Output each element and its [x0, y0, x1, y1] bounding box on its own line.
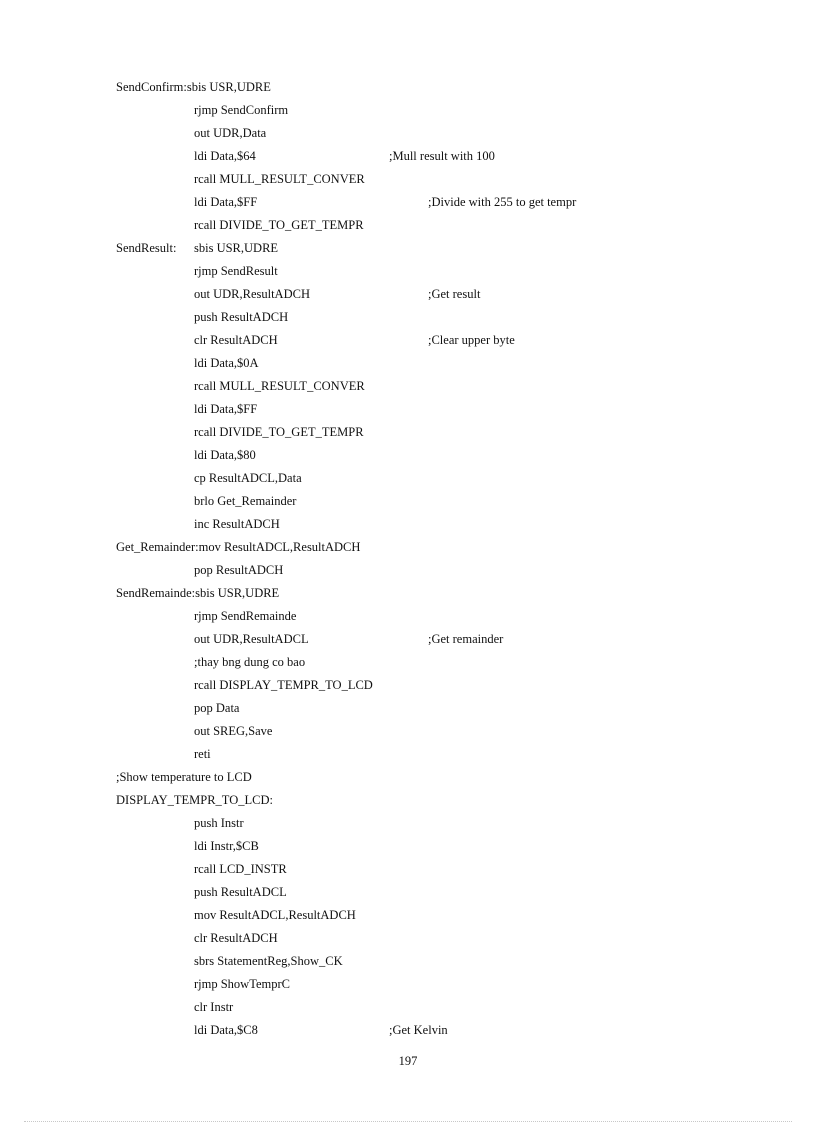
code-instruction: clr ResultADCH [194, 333, 278, 347]
code-label: Get_Remainder:mov ResultADCL,ResultADCH [116, 540, 361, 554]
code-instruction: ldi Data,$80 [194, 448, 256, 462]
code-line [0, 260, 816, 283]
code-instruction: reti [194, 747, 211, 761]
code-line [0, 145, 816, 168]
code-line [0, 950, 816, 973]
code-instruction: ldi Data,$FF [194, 195, 258, 209]
code-instruction: sbis USR,UDRE [194, 241, 279, 255]
code-line [0, 789, 816, 812]
code-instruction: ldi Instr,$CB [194, 839, 259, 853]
code-line [0, 1019, 816, 1042]
code-instruction: rcall DIVIDE_TO_GET_TEMPR [194, 218, 364, 232]
code-line [0, 329, 816, 352]
code-line [0, 352, 816, 375]
code-instruction: ldi Data,$0A [194, 356, 259, 370]
code-line [0, 674, 816, 697]
code-comment: ;Get Kelvin [389, 1023, 448, 1037]
code-label: SendRemainde:sbis USR,UDRE [116, 586, 280, 600]
code-instruction: rcall DISPLAY_TEMPR_TO_LCD [194, 678, 373, 692]
code-line [0, 927, 816, 950]
code-line [0, 835, 816, 858]
code-line [0, 881, 816, 904]
code-instruction: rjmp SendConfirm [194, 103, 289, 117]
code-line [0, 628, 816, 651]
page-number: 197 [398, 1054, 418, 1068]
code-instruction: inc ResultADCH [194, 517, 280, 531]
code-instruction: brlo Get_Remainder [194, 494, 297, 508]
code-instruction: rcall MULL_RESULT_CONVER [194, 172, 365, 186]
code-line [0, 697, 816, 720]
code-line [0, 536, 816, 559]
code-line [0, 582, 816, 605]
code-instruction: ldi Data,$64 [194, 149, 256, 163]
code-line [0, 283, 816, 306]
code-instruction: rjmp SendRemainde [194, 609, 297, 623]
code-line [0, 812, 816, 835]
code-line [0, 375, 816, 398]
code-comment: ;Mull result with 100 [389, 149, 495, 163]
code-line [0, 398, 816, 421]
code-line [0, 444, 816, 467]
code-line [0, 720, 816, 743]
code-line [0, 490, 816, 513]
code-instruction: cp ResultADCL,Data [194, 471, 302, 485]
code-comment: ;Divide with 255 to get tempr [428, 195, 577, 209]
code-line [0, 467, 816, 490]
code-instruction: rcall LCD_INSTR [194, 862, 287, 876]
code-line [0, 513, 816, 536]
code-line [0, 306, 816, 329]
code-line [0, 973, 816, 996]
code-line [0, 996, 816, 1019]
code-instruction: rcall MULL_RESULT_CONVER [194, 379, 365, 393]
code-line [0, 168, 816, 191]
code-comment: ;Get result [428, 287, 481, 301]
code-instruction: sbrs StatementReg,Show_CK [194, 954, 343, 968]
code-instruction: rjmp SendResult [194, 264, 278, 278]
code-comment: ;Clear upper byte [428, 333, 515, 347]
code-line [0, 76, 816, 99]
code-instruction: ldi Data,$C8 [194, 1023, 258, 1037]
code-line [0, 421, 816, 444]
code-label: SendResult: [116, 241, 177, 255]
code-instruction: out UDR,ResultADCL [194, 632, 309, 646]
code-line [0, 651, 816, 674]
code-line [0, 99, 816, 122]
code-label: DISPLAY_TEMPR_TO_LCD: [116, 793, 273, 807]
code-line [0, 122, 816, 145]
page-bottom-divider [24, 1121, 792, 1122]
code-line [0, 904, 816, 927]
code-instruction: push Instr [194, 816, 244, 830]
code-line [0, 559, 816, 582]
code-line [0, 214, 816, 237]
code-line [0, 743, 816, 766]
code-line [0, 766, 816, 789]
code-instruction: pop ResultADCH [194, 563, 284, 577]
code-instruction: push ResultADCL [194, 885, 287, 899]
code-instruction: clr ResultADCH [194, 931, 278, 945]
code-comment: ;Get remainder [428, 632, 504, 646]
code-label: SendConfirm:sbis USR,UDRE [116, 80, 271, 94]
code-instruction: out SREG,Save [194, 724, 273, 738]
code-instruction: clr Instr [194, 1000, 234, 1014]
code-instruction: out UDR,Data [194, 126, 267, 140]
code-instruction: rcall DIVIDE_TO_GET_TEMPR [194, 425, 364, 439]
code-instruction: mov ResultADCL,ResultADCH [194, 908, 356, 922]
code-instruction: ;thay bng dung co bao [194, 655, 306, 669]
code-line [0, 605, 816, 628]
code-instruction: push ResultADCH [194, 310, 289, 324]
code-line [0, 191, 816, 214]
code-instruction: rjmp ShowTemprC [194, 977, 290, 991]
code-instruction: pop Data [194, 701, 240, 715]
code-instruction: out UDR,ResultADCH [194, 287, 310, 301]
code-line [0, 858, 816, 881]
code-line [0, 237, 816, 260]
code-instruction: ldi Data,$FF [194, 402, 258, 416]
code-label: ;Show temperature to LCD [116, 770, 252, 784]
